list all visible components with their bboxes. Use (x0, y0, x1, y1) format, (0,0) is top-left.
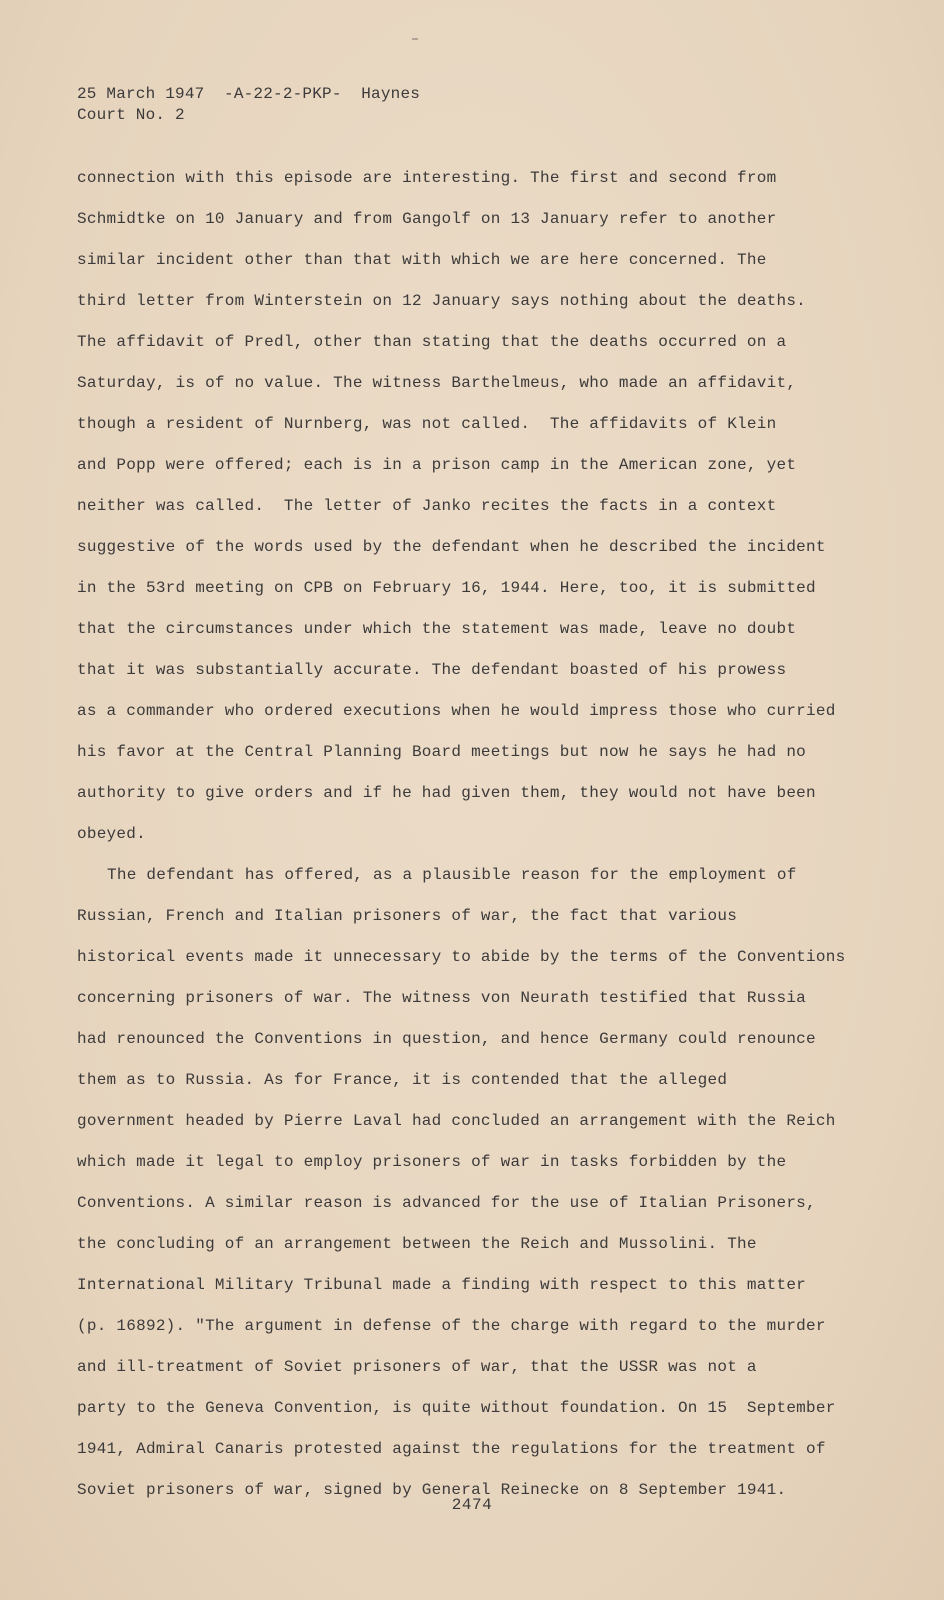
text-line: historical events made it unnecessary to abide by the terms of the Conventions (77, 948, 846, 966)
paragraph-start-line: The defendant has offered, as a plausible reason for the employment of (107, 866, 797, 884)
document-body (77, 167, 877, 1520)
text-line: authority to give orders and if he had given them, they would not have been (77, 784, 816, 802)
text-line: connection with this episode are interesting. The first and second from (77, 169, 777, 187)
text-line: obeyed. (77, 825, 146, 843)
text-line: party to the Geneva Convention, is quite without foundation. On 15 September (77, 1399, 836, 1417)
header-line-court: Court No. 2 (77, 106, 185, 124)
text-line: that it was substantially accurate. The defendant boasted of his prowess (77, 661, 787, 679)
text-line: Schmidtke on 10 January and from Gangolf on 13 January refer to another (77, 210, 777, 228)
text-line: 1941, Admiral Canaris protested against the regulations for the treatment of (77, 1440, 826, 1458)
text-line: The affidavit of Predl, other than stating that the deaths occurred on a (77, 333, 787, 351)
text-line: third letter from Winterstein on 12 January says nothing about the deaths. (77, 292, 807, 310)
text-line: government headed by Pierre Laval had concluded an arrangement with the Reich (77, 1112, 836, 1130)
text-line: as a commander who ordered executions when he would impress those who curried (77, 702, 836, 720)
page-number: 2474 (451, 1496, 493, 1514)
text-line: similar incident other than that with which we are here concerned. The (77, 251, 767, 269)
text-line: Saturday, is of no value. The witness Barthelmeus, who made an affidavit, (77, 374, 797, 392)
text-line: that the circumstances under which the statement was made, leave no doubt (77, 620, 797, 638)
text-line: Russian, French and Italian prisoners of war, the fact that various (77, 907, 738, 925)
text-line: neither was called. The letter of Janko recites the facts in a context (77, 497, 777, 515)
text-line: which made it legal to employ prisoners of war in tasks forbidden by the (77, 1153, 787, 1171)
text-line: in the 53rd meeting on CPB on February 16, 1944. Here, too, it is submitted (77, 579, 816, 597)
paper-mark (412, 38, 418, 40)
text-line: had renounced the Conventions in question, and hence Germany could renounce (77, 1030, 816, 1048)
text-line: the concluding of an arrangement between the Reich and Mussolini. The (77, 1235, 757, 1253)
document-header (77, 84, 420, 126)
text-line: and ill-treatment of Soviet prisoners of war, that the USSR was not a (77, 1358, 757, 1376)
text-line: suggestive of the words used by the defendant when he described the incident (77, 538, 826, 556)
text-line: his favor at the Central Planning Board meetings but now he says he had no (77, 743, 807, 761)
text-line: International Military Tribunal made a finding with respect to this matter (77, 1276, 807, 1294)
text-line: though a resident of Nurnberg, was not called. The affidavits of Klein (77, 415, 777, 433)
text-line: and Popp were offered; each is in a prison camp in the American zone, yet (77, 456, 797, 474)
text-line: them as to Russia. As for France, it is contended that the alleged (77, 1071, 728, 1089)
text-line: concerning prisoners of war. The witness von Neurath testified that Russia (77, 989, 807, 1007)
header-line-date-reference: 25 March 1947 -A-22-2-PKP- Haynes (77, 85, 421, 103)
text-line: Soviet prisoners of war, signed by General Reinecke on 8 September 1941. (77, 1481, 787, 1499)
text-line: (p. 16892). "The argument in defense of the charge with regard to the murder (77, 1317, 826, 1335)
text-line: Conventions. A similar reason is advanced for the use of Italian Prisoners, (77, 1194, 816, 1212)
